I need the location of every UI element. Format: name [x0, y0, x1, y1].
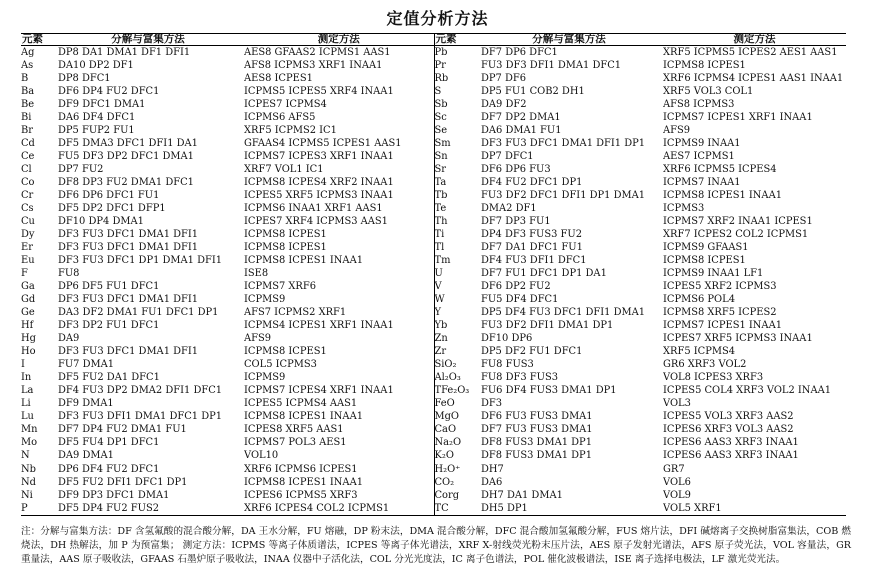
- element-cell: Te: [434, 202, 481, 215]
- element-cell: Sm: [434, 137, 481, 150]
- table-row: [21, 98, 846, 111]
- table-row: [21, 241, 846, 254]
- element-cell: MgO: [434, 410, 481, 423]
- table-row: [21, 423, 846, 436]
- decomposition-cell: DF3 DP2 FU1 DFC1: [58, 320, 160, 332]
- decomposition-cell: DF10 DP6: [481, 333, 533, 345]
- decomposition-cell: DF3 FU3 DFC1 DMA1 DFI1: [58, 294, 199, 306]
- decomposition-cell: DF3 FU3 DFC1 DMA1 DFI1: [58, 346, 199, 358]
- determination-cell: XRF5 ICPMS2 IC1: [244, 125, 337, 137]
- decomposition-cell: FU8 DF3 FUS3: [481, 372, 559, 384]
- element-cell: Sb: [434, 98, 481, 111]
- table-row: [21, 306, 846, 319]
- determination-cell: ICPMS8 ICPES1: [663, 255, 746, 267]
- table-row: [21, 280, 846, 293]
- element-cell: Ce: [21, 151, 35, 163]
- decomposition-cell: DA6 DF4 DFC1: [58, 112, 136, 124]
- table-row: [21, 137, 846, 150]
- decomposition-cell: DF10 DP4 DMA1: [58, 216, 144, 228]
- table-row: [21, 72, 846, 85]
- determination-cell: VOL5 XRF1: [663, 502, 722, 514]
- table-row: [21, 176, 846, 189]
- header-element-right: 元素: [434, 34, 481, 46]
- decomposition-cell: DF6 DP6 DFC1 FU1: [58, 190, 160, 202]
- decomposition-cell: DF5 DP4 FU2 FUS2: [58, 502, 159, 514]
- decomposition-cell: DA6: [481, 476, 503, 488]
- determination-cell: XRF7 ICPES2 COL2 ICPMS1: [663, 229, 809, 241]
- decomposition-cell: DF3 FU3 DFI1 DMA1 DFC1 DP1: [58, 411, 223, 423]
- element-cell: Tl: [434, 241, 481, 254]
- decomposition-cell: DP8 DA1 DMA1 DF1 DFI1: [58, 47, 191, 58]
- element-cell: Nb: [21, 463, 36, 475]
- header-row: [21, 34, 846, 46]
- element-cell: Er: [21, 242, 33, 254]
- decomposition-cell: DF4 FU3 DFI1 DFC1: [481, 255, 587, 267]
- determination-cell: ICPMS4 ICPES1 XRF1 INAA1: [244, 320, 394, 332]
- determination-cell: AFS9: [663, 125, 691, 137]
- decomposition-cell: DF3 FU3 DFC1 DMA1 DFI1: [58, 229, 199, 241]
- element-cell: In: [21, 372, 32, 384]
- determination-cell: ICPMS3: [663, 203, 705, 215]
- table-row: [21, 476, 846, 489]
- table-row: [21, 463, 846, 476]
- decomposition-cell: DP7 DFC1: [481, 151, 534, 163]
- decomposition-cell: DP7 FU2: [58, 164, 104, 176]
- determination-cell: AES7 ICPMS1: [663, 151, 735, 163]
- decomposition-cell: DP6 DF4 FU2 DFC1: [58, 463, 160, 475]
- determination-cell: AFS8 ICPMS3: [663, 99, 735, 111]
- determination-cell: ICPMS5 ICPES5 XRF4 INAA1: [244, 86, 394, 98]
- determination-cell: ICPMS8 ICPES1: [663, 60, 746, 72]
- element-cell: Ge: [21, 307, 35, 319]
- decomposition-cell: DF6 DP2 FU2: [481, 281, 551, 293]
- decomposition-cell: DP5 DF2 FU1 DFC1: [481, 346, 583, 358]
- table-row: [21, 332, 846, 345]
- decomposition-cell: DF9 DMA1: [58, 398, 114, 410]
- decomposition-cell: DP6 DF5 FU1 DFC1: [58, 281, 160, 293]
- element-cell: Zr: [434, 345, 481, 358]
- decomposition-cell: DF3 FU3 DFC1 DMA1 DFI1 DP1: [481, 138, 646, 150]
- determination-cell: XRF5 VOL3 COL1: [663, 86, 754, 98]
- element-cell: N: [21, 450, 30, 462]
- determination-cell: ICPMS9: [244, 372, 286, 384]
- decomposition-cell: DP5 FU1 COB2 DH1: [481, 86, 585, 98]
- determination-cell: ICPES5 VOL3 XRF3 AAS2: [663, 411, 794, 423]
- element-cell: I: [21, 359, 25, 371]
- determination-cell: VOL9: [663, 489, 691, 501]
- element-cell: Sn: [434, 150, 481, 163]
- element-cell: TC: [434, 502, 481, 516]
- determination-cell: GR7: [663, 463, 685, 475]
- determination-cell: ICPES5 COL4 XRF3 VOL2 INAA1: [663, 385, 831, 397]
- header-decomposition-left: 分解与富集方法: [58, 34, 238, 46]
- table-row: [21, 345, 846, 358]
- decomposition-cell: DF9 DFC1 DMA1: [58, 99, 146, 111]
- decomposition-cell: DF7 DP6 DFC1: [481, 47, 558, 58]
- determination-cell: ICPMS6 POL4: [663, 294, 735, 306]
- element-cell: W: [434, 293, 481, 306]
- decomposition-cell: DF6 DP4 FU2 DFC1: [58, 86, 160, 98]
- decomposition-cell: DF7 DP2 DMA1: [481, 112, 561, 124]
- determination-cell: ICPMS9 GFAAS1: [663, 242, 749, 254]
- decomposition-cell: DF3: [481, 398, 503, 410]
- element-cell: Co: [21, 177, 35, 189]
- decomposition-cell: FU3 DF2 DFC1 DFI1 DP1 DMA1: [481, 190, 646, 202]
- decomposition-cell: DF5 FU4 DP1 DFC1: [58, 437, 160, 449]
- determination-cell: VOL6: [663, 476, 691, 488]
- element-cell: Hg: [21, 333, 36, 345]
- element-cell: H₂O⁺: [434, 463, 481, 476]
- determination-cell: ICPES5 ICPMS4 AAS1: [244, 398, 358, 410]
- decomposition-cell: DP7 DF6: [481, 73, 527, 85]
- decomposition-cell: DMA2 DF1: [481, 203, 537, 215]
- determination-cell: ICPES6 ICPMS5 XRF3: [244, 489, 358, 501]
- element-cell: P: [21, 502, 28, 514]
- element-cell: Zn: [434, 332, 481, 345]
- decomposition-cell: DF6 DP6 FU3: [481, 164, 551, 176]
- element-cell: Rb: [434, 72, 481, 85]
- determination-cell: ICPMS6 INAA1 XRF1 AAS1: [244, 203, 383, 215]
- element-cell: Mn: [21, 424, 38, 436]
- table-row: [21, 189, 846, 202]
- determination-cell: ICPES7 ICPMS4: [244, 99, 327, 111]
- table-row: [21, 436, 846, 449]
- table-row: [21, 267, 846, 280]
- decomposition-cell: DF5 FU2 DA1 DFC1: [58, 372, 160, 384]
- determination-cell: ICPMS7 XRF6: [244, 281, 316, 293]
- decomposition-cell: DA6 DMA1 FU1: [481, 125, 562, 137]
- decomposition-cell: DF3 FU3 DFC1 DMA1 DFI1: [58, 242, 199, 254]
- decomposition-cell: DF5 DMA3 DFC1 DFI1 DA1: [58, 138, 198, 150]
- decomposition-cell: DH7: [481, 463, 504, 475]
- table-row: [21, 384, 846, 397]
- table-row: [21, 111, 846, 124]
- element-cell: Cs: [21, 203, 34, 215]
- determination-cell: XRF5 ICPMS4: [663, 346, 735, 358]
- determination-cell: ICPMS7 ICPES1 XRF1 INAA1: [663, 112, 813, 124]
- determination-cell: ICPMS8 ICPES1: [244, 346, 327, 358]
- element-cell: Ni: [21, 489, 33, 501]
- decomposition-cell: FU8 FUS3: [481, 359, 534, 371]
- element-cell: K₂O: [434, 449, 481, 462]
- element-cell: Th: [434, 215, 481, 228]
- table-row: [21, 85, 846, 98]
- element-cell: Cl: [21, 164, 32, 176]
- element-cell: TFe₂O₃: [434, 384, 481, 397]
- determination-cell: AES8 GFAAS2 ICPMS1 AAS1: [244, 47, 391, 58]
- element-cell: Be: [21, 99, 35, 111]
- determination-cell: ICPMS7 ICPES4 XRF1 INAA1: [244, 385, 394, 397]
- decomposition-cell: DF7 DP3 FU1: [481, 216, 551, 228]
- element-cell: Nd: [21, 476, 36, 488]
- element-cell: Lu: [21, 411, 34, 423]
- header-decomposition-right: 分解与富集方法: [481, 34, 657, 46]
- methods-table: [21, 33, 846, 516]
- determination-cell: ICPMS8 ICPES1 INAA1: [244, 255, 363, 267]
- determination-cell: ICPMS9 INAA1 LF1: [663, 268, 764, 280]
- element-cell: Mo: [21, 437, 38, 449]
- element-cell: As: [21, 60, 34, 72]
- decomposition-cell: DF4 FU2 DFC1 DP1: [481, 177, 583, 189]
- determination-cell: XRF6 ICPMS5 ICPES4: [663, 164, 777, 176]
- determination-cell: ICPMS8 ICPES1 INAA1: [244, 476, 363, 488]
- table-row: [21, 410, 846, 423]
- decomposition-cell: DF9 DP3 DFC1 DMA1: [58, 489, 170, 501]
- determination-cell: AFS7 ICPMS2 XRF1: [244, 307, 347, 319]
- element-cell: Ba: [21, 86, 35, 98]
- table-row: [21, 46, 846, 60]
- decomposition-cell: FU5 DF3 DP2 DFC1 DMA1: [58, 151, 194, 163]
- decomposition-cell: FU7 DMA1: [58, 359, 115, 371]
- decomposition-cell: FU8: [58, 268, 80, 280]
- decomposition-cell: DF3 FU3 DFC1 DP1 DMA1 DFI1: [58, 255, 223, 267]
- decomposition-cell: DP5 DF4 FU3 DFC1 DFI1 DMA1: [481, 307, 646, 319]
- determination-cell: ICPMS9: [244, 294, 286, 306]
- header-determination-right: 测定方法: [663, 34, 846, 46]
- element-cell: Al₂O₃: [434, 371, 481, 384]
- element-cell: Ta: [434, 176, 481, 189]
- element-cell: Br: [21, 125, 33, 137]
- determination-cell: ICPMS7 INAA1: [663, 177, 741, 189]
- determination-cell: ICPMS8 ICPES4 XRF2 INAA1: [244, 177, 394, 189]
- page-title: 定值分析方法: [386, 9, 489, 28]
- decomposition-cell: DF7 FU1 DFC1 DP1 DA1: [481, 268, 607, 280]
- determination-cell: ICPES6 XRF3 VOL3 AAS2: [663, 424, 794, 436]
- determination-cell: XRF6 ICPMS4 ICPES1 AAS1 INAA1: [663, 73, 844, 85]
- element-cell: V: [434, 280, 481, 293]
- determination-cell: ICPES6 AAS3 XRF3 INAA1: [663, 450, 799, 462]
- decomposition-cell: DP5 FUP2 FU1: [58, 125, 135, 137]
- determination-cell: ISE8: [244, 268, 269, 280]
- table-row: [21, 449, 846, 462]
- determination-cell: ICPMS7 XRF2 INAA1 ICPES1: [663, 216, 813, 228]
- element-cell: Hf: [21, 320, 34, 332]
- table-row: [21, 163, 846, 176]
- methods-table-wrapper: [21, 33, 846, 516]
- element-cell: Ag: [21, 47, 35, 58]
- determination-cell: ICPMS7 ICPES1 INAA1: [663, 320, 782, 332]
- decomposition-cell: DA3 DF2 DMA1 FU1 DFC1 DP1: [58, 307, 219, 319]
- element-cell: CaO: [434, 423, 481, 436]
- element-cell: Sc: [434, 111, 481, 124]
- decomposition-cell: FU6 DF4 FUS3 DMA1 DP1: [481, 385, 617, 397]
- decomposition-cell: DF8 FUS3 DMA1 DP1: [481, 450, 592, 462]
- decomposition-cell: DF6 FU3 FUS3 DMA1: [481, 411, 593, 423]
- determination-cell: ICPMS9 INAA1: [663, 138, 741, 150]
- table-row: [21, 215, 846, 228]
- element-cell: Dy: [21, 229, 35, 241]
- determination-cell: ICPES5 XRF5 ICPMS3 INAA1: [244, 190, 394, 202]
- table-row: [21, 228, 846, 241]
- table-row: [21, 150, 846, 163]
- element-cell: B: [21, 73, 29, 85]
- determination-cell: VOL8 ICPES3 XRF3: [663, 372, 764, 384]
- table-row: [21, 358, 846, 371]
- element-cell: Cr: [21, 190, 34, 202]
- element-cell: Ga: [21, 281, 35, 293]
- decomposition-cell: DH5 DP1: [481, 502, 528, 514]
- element-cell: SiO₂: [434, 358, 481, 371]
- decomposition-cell: DH7 DA1 DMA1: [481, 489, 563, 501]
- decomposition-cell: DA10 DP2 DF1: [58, 60, 134, 72]
- determination-cell: XRF5 ICPMS5 ICPES2 AES1 AAS1: [663, 47, 838, 58]
- determination-cell: ICPES5 XRF2 ICPMS3: [663, 281, 777, 293]
- decomposition-cell: FU3 DF2 DFI1 DMA1 DP1: [481, 320, 614, 332]
- decomposition-cell: DF4 FU3 DP2 DMA2 DFI1 DFC1: [58, 385, 223, 397]
- decomposition-cell: DF5 DP2 DFC1 DFP1: [58, 203, 166, 215]
- header-determination-left: 测定方法: [244, 34, 434, 46]
- decomposition-cell: DP4 DF3 FUS3 FU2: [481, 229, 582, 241]
- element-cell: Pr: [434, 59, 481, 72]
- element-cell: Corg: [434, 489, 481, 502]
- element-cell: La: [21, 385, 34, 397]
- determination-cell: XRF6 ICPMS6 ICPES1: [244, 463, 358, 475]
- table-row: [21, 319, 846, 332]
- element-cell: Eu: [21, 255, 35, 267]
- determination-cell: ICPMS7 ICPES3 XRF1 INAA1: [244, 151, 394, 163]
- element-cell: Yb: [434, 319, 481, 332]
- determination-cell: ICPMS7 POL3 AES1: [244, 437, 347, 449]
- table-row: [21, 489, 846, 502]
- determination-cell: AFS9: [244, 333, 272, 345]
- table-row: [21, 202, 846, 215]
- decomposition-cell: DF8 FUS3 DMA1 DP1: [481, 437, 592, 449]
- decomposition-cell: DF7 FU3 FUS3 DMA1: [481, 424, 593, 436]
- determination-cell: AFS8 ICPMS3 XRF1 INAA1: [244, 60, 383, 72]
- determination-cell: XRF6 ICPES4 COL2 ICPMS1: [244, 502, 390, 514]
- element-cell: Ti: [434, 228, 481, 241]
- element-cell: S: [434, 85, 481, 98]
- footnote: 注：分解与富集方法：DF 含氢氟酸的混合酸分解，DA 王水分解，FU 熔融，DP 粉末法，DMA 混合酸分解，DFC 混合酸加氢氟酸分解，FUS 熔片法，DFI 碱熔离子交换树脂富集法，COB 燃烧法，DH 热解法，加 P 为预富集； 测定方法：ICPMS 等离子体质谱法，ICPES 等离子体光谱法，XRF X-射线荧光粉末压片法，AES 原子发射光谱法，AFS 原子荧光法，VOL 容量法，GR 重量法，AAS 原子吸收法，GFAAS 石墨炉原子吸收法，INAA 仪器中子活化法，COL 分光光度法，IC 离子色谱法，POL 催化波极谱法，ISE 离子选择电极法，LF 激光荧光法。: [21, 526, 851, 565]
- methods-table-body: [21, 46, 846, 516]
- determination-cell: ICPMS6 AFS5: [244, 112, 316, 124]
- determination-cell: ICPMS8 XRF5 ICPES2: [663, 307, 777, 319]
- table-row: [21, 293, 846, 306]
- element-cell: Tb: [434, 189, 481, 202]
- element-cell: Ho: [21, 346, 36, 358]
- element-cell: F: [21, 268, 28, 280]
- determination-cell: VOL10: [244, 450, 279, 462]
- determination-cell: ICPMS8 ICPES1 INAA1: [244, 411, 363, 423]
- table-row: [21, 397, 846, 410]
- decomposition-cell: DF8 DP3 FU2 DMA1 DFC1: [58, 177, 194, 189]
- table-row: [21, 254, 846, 267]
- determination-cell: GR6 XRF3 VOL2: [663, 359, 747, 371]
- determination-cell: GFAAS4 ICPMS5 ICPES1 AAS1: [244, 138, 402, 150]
- element-cell: Gd: [21, 294, 36, 306]
- determination-cell: XRF7 VOL1 IC1: [244, 164, 324, 176]
- determination-cell: ICPES6 AAS3 XRF3 INAA1: [663, 437, 799, 449]
- decomposition-cell: DF5 FU2 DFI1 DFC1 DP1: [58, 476, 188, 488]
- decomposition-cell: FU3 DF3 DFI1 DMA1 DFC1: [481, 60, 622, 72]
- determination-cell: ICPES7 XRF5 ICPMS3 INAA1: [663, 333, 813, 345]
- element-cell: Bi: [21, 112, 32, 124]
- decomposition-cell: DP8 DFC1: [58, 73, 111, 85]
- table-row: [21, 371, 846, 384]
- decomposition-cell: DF7 DP4 FU2 DMA1 FU1: [58, 424, 187, 436]
- determination-cell: COL5 ICPMS3: [244, 359, 317, 371]
- element-cell: Tm: [434, 254, 481, 267]
- determination-cell: VOL3: [663, 398, 691, 410]
- element-cell: Li: [21, 398, 31, 410]
- decomposition-cell: FU5 DF4 DFC1: [481, 294, 559, 306]
- determination-cell: ICPMS8 ICPES1: [244, 242, 327, 254]
- element-cell: Na₂O: [434, 436, 481, 449]
- table-row: [21, 59, 846, 72]
- element-cell: Se: [434, 124, 481, 137]
- determination-cell: ICPMS8 ICPES1: [244, 229, 327, 241]
- element-cell: CO₂: [434, 476, 481, 489]
- decomposition-cell: DA9 DMA1: [58, 450, 114, 462]
- element-cell: Y: [434, 306, 481, 319]
- element-cell: FeO: [434, 397, 481, 410]
- decomposition-cell: DF7 DA1 DFC1 FU1: [481, 242, 583, 254]
- decomposition-cell: DA9: [58, 333, 80, 345]
- element-cell: U: [434, 267, 481, 280]
- element-cell: Sr: [434, 163, 481, 176]
- decomposition-cell: DA9 DF2: [481, 99, 527, 111]
- header-element-left: 元素: [21, 34, 58, 46]
- determination-cell: ICPES8 XRF5 AAS1: [244, 424, 344, 436]
- determination-cell: ICPES7 XRF4 ICPMS3 AAS1: [244, 216, 388, 228]
- element-cell: Cd: [21, 138, 35, 150]
- element-cell: Pb: [434, 46, 481, 60]
- table-row: [21, 124, 846, 137]
- determination-cell: ICPMS8 ICPES1 INAA1: [663, 190, 782, 202]
- table-row: [21, 502, 846, 516]
- element-cell: Cu: [21, 216, 35, 228]
- determination-cell: AES8 ICPES1: [244, 73, 313, 85]
